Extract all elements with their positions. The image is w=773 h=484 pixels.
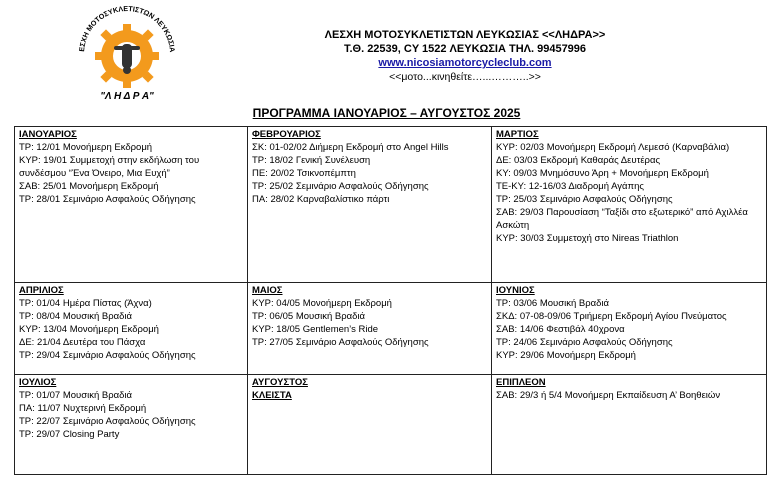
event-item: ΚΥ: 09/03 Μνημόσυνο Άρη + Μονοήμερη Εκδρομή <box>496 168 709 179</box>
event-item: ΤΡ: 12/01 Μονοήμερη Εκδρομή <box>19 142 153 153</box>
month-heading: ΦΕΒΡΟΥΑΡΙΟΣ <box>252 129 321 140</box>
month-cell <box>248 283 492 375</box>
event-item: ΚΥΡ: 18/05 Gentlemen’s Ride <box>252 324 379 335</box>
event-item: ΤΡ: 03/06 Μουσική Βραδιά <box>496 298 609 309</box>
event-item: ΠΕ: 20/02 Τσικνοπέμπτη <box>252 168 356 179</box>
month-cell <box>248 375 492 475</box>
event-item: ΤΡ: 25/02 Σεμινάριο Ασφαλούς Οδήγησης <box>252 181 429 192</box>
month-heading: ΕΠΙΠΛΕΟΝ <box>496 377 546 388</box>
website-link[interactable]: www.nicosiamotorcycleclub.com <box>378 57 552 69</box>
event-item: ΣΑΒ: 14/06 Φεστιβάλ 40χρονα <box>496 324 625 335</box>
event-item: ΤΡ: 22/07 Σεμινάριο Ασφαλούς Οδήγησης <box>19 416 196 427</box>
event-item: ΤΡ: 08/04 Μουσική Βραδιά <box>19 311 132 322</box>
event-item: ΚΥΡ: 30/03 Συμμετοχή στο Nireas Triathlon <box>496 233 679 244</box>
event-item: ΣΑΒ: 29/03 Παρουσίαση “Ταξίδι στο εξωτερικό” από Αχιλλέα Ασκώτη <box>496 207 748 231</box>
month-heading: ΜΑΙΟΣ <box>252 285 283 296</box>
month-cell <box>492 375 767 475</box>
event-item: ΚΥΡ: 13/04 Μονοήμερη Εκδρομή <box>19 324 159 335</box>
month-cell <box>492 283 767 375</box>
logo-name: "Λ Η Δ Ρ Α" <box>100 91 154 102</box>
page-title: ΠΡΟΓΡΑΜΜΑ ΙΑΝΟΥΑΡΙΟΣ – ΑΥΓΟΥΣΤΟΣ 2025 <box>252 106 521 120</box>
schedule-table <box>14 126 767 475</box>
month-cell <box>248 127 492 283</box>
event-item: ΤΡ: 01/04 Ημέρα Πίστας (Άχνα) <box>19 298 152 309</box>
event-item: ΔΕ: 03/03 Εκδρομή Καθαράς Δευτέρας <box>496 155 661 166</box>
month-cell <box>15 375 248 475</box>
event-item: ΠΑ: 11/07 Νυχτερινή Εκδρομή <box>19 403 147 414</box>
event-item: ΤΡ: 24/06 Σεμινάριο Ασφαλούς Οδήγησης <box>496 337 673 348</box>
event-item: ΤΡ: 18/02 Γενική Συνέλευση <box>252 155 371 166</box>
event-item: ΤΡ: 28/01 Σεμινάριο Ασφαλούς Οδήγησης <box>19 194 196 205</box>
event-item: ΤΡ: 29/04 Σεμινάριο Ασφαλούς Οδήγησης <box>19 350 196 361</box>
event-item: ΔΕ: 21/04 Δευτέρα του Πάσχα <box>19 337 146 348</box>
event-item: ΣΑΒ: 25/01 Μονοήμερη Εκδρομή <box>19 181 159 192</box>
event-item: ΤΡ: 25/03 Σεμινάριο Ασφαλούς Οδήγησης <box>496 194 673 205</box>
month-heading: ΙΑΝΟΥΑΡΙΟΣ <box>19 129 77 140</box>
event-item: ΤΡ: 06/05 Μουσική Βραδιά <box>252 311 365 322</box>
club-address: Τ.Θ. 22539, CY 1522 ΛΕΥΚΩΣΙΑ ΤΗΛ. 99457996 <box>343 43 587 55</box>
event-item: ΤΡ: 01/07 Μουσική Βραδιά <box>19 390 132 401</box>
event-item: ΚΥΡ: 19/01 Συμμετοχή στην εκδήλωση του συνδέσμου “Ένα Όνειρο, Μια Ευχή” <box>19 155 200 179</box>
month-note: ΚΛΕΙΣΤΑ <box>252 390 292 401</box>
month-cell <box>15 283 248 375</box>
month-heading: ΜΑΡΤΙΟΣ <box>496 129 539 140</box>
month-cell <box>15 127 248 283</box>
event-item: ΣΚ: 01-02/02 Διήμερη Εκδρομή στο Angel Hills <box>252 142 449 153</box>
event-item: ΤΡ: 29/07 Closing Party <box>19 429 120 440</box>
event-item: ΠΑ: 28/02 Καρναβαλίστικο πάρτι <box>252 194 390 205</box>
event-item: ΤΕ-ΚΥ: 12-16/03 Διαδρομή Αγάπης <box>496 181 644 192</box>
table-row <box>15 127 767 283</box>
month-heading: ΑΥΓΟΥΣΤΟΣ <box>252 377 308 388</box>
event-item: ΚΥΡ: 04/05 Μονοήμερη Εκδρομή <box>252 298 392 309</box>
event-item: ΚΥΡ: 02/03 Μονοήμερη Εκδρομή Λεμεσό (Καρναβάλια) <box>496 142 730 153</box>
logo-ring-text: ΕΣΧΗ ΜΟΤΟΣΥΚΛΕΤΙΣΤΩΝ ΛΕΥΚΩΣΙΑ <box>77 4 178 53</box>
month-heading: ΙΟΥΛΙΟΣ <box>19 377 57 388</box>
table-row <box>15 283 767 375</box>
club-logo <box>64 4 190 102</box>
event-item: ΣΚΔ: 07-08-09/06 Τριήμερη Εκδρομή Αγίου Πνεύματος <box>496 311 727 322</box>
table-row <box>15 375 767 475</box>
month-heading: ΙΟΥΝΙΟΣ <box>496 285 535 296</box>
event-item: ΤΡ: 27/05 Σεμινάριο Ασφαλούς Οδήγησης <box>252 337 429 348</box>
club-name: ΛΕΣΧΗ ΜΟΤΟΣΥΚΛΕΤΙΣΤΩΝ ΛΕΥΚΩΣΙΑΣ <<ΛΗΔΡΑ>> <box>324 29 606 41</box>
event-item: ΣΑΒ: 29/3 ή 5/4 Μονοήμερη Εκπαίδευση Α’ Βοηθειών <box>496 390 721 401</box>
event-item: ΚΥΡ: 29/06 Μονοήμερη Εκδρομή <box>496 350 636 361</box>
month-heading: ΑΠΡΙΛΙΟΣ <box>19 285 64 296</box>
club-slogan: <<μοτο...κινηθείτε…...………..>> <box>389 71 541 83</box>
club-header <box>255 28 675 84</box>
month-cell <box>492 127 767 283</box>
